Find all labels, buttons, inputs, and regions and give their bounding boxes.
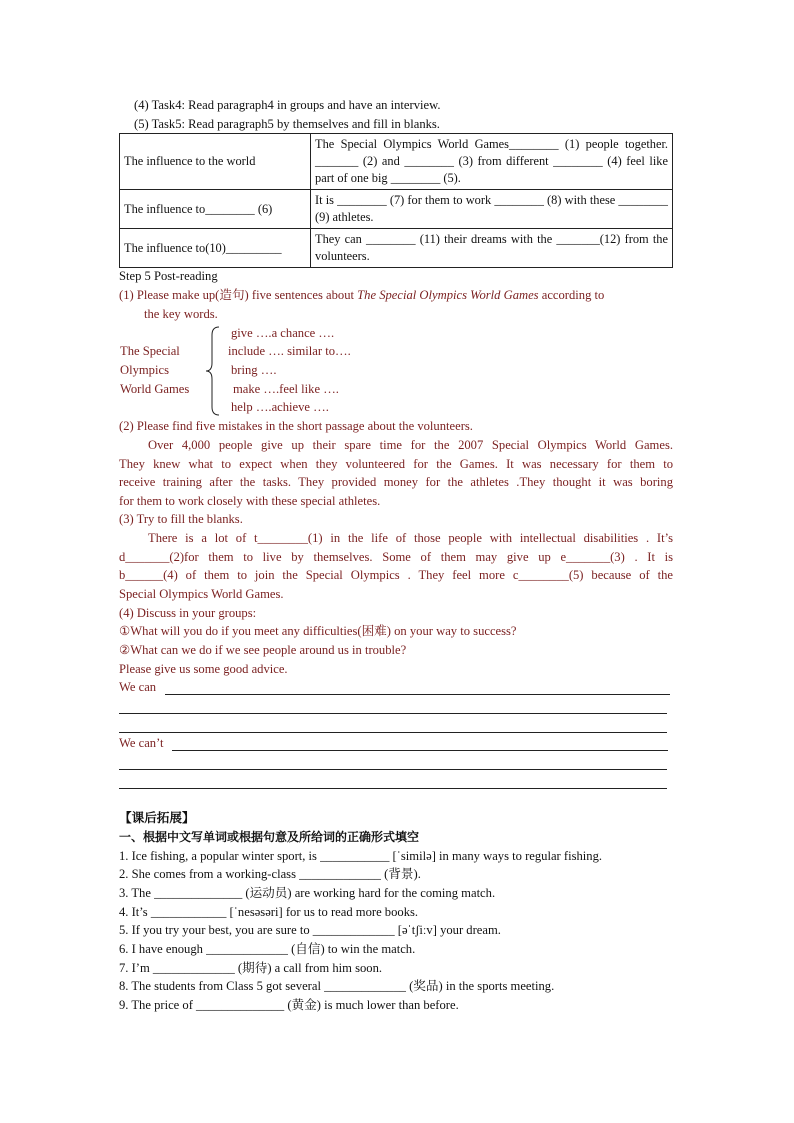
answer-line[interactable] bbox=[119, 769, 667, 770]
subject-line: The Special bbox=[120, 344, 180, 358]
q2-instruction: (2) Please find five mistakes in the short passage about the volunteers. bbox=[119, 419, 473, 433]
exercise-item: 3. The ______________ (运动员) are working hard for the coming match. bbox=[119, 886, 496, 900]
extension-heading: 【课后拓展】 bbox=[119, 811, 195, 825]
table-row-content: The Special Olympics World Games________ (1) people together. _______ (2) and ________ (3) from different ________ (4) feel like part of one big ________ (5). bbox=[311, 134, 673, 190]
subject-line: World Games bbox=[120, 382, 190, 396]
q1-text: (1) Please make up(造句) five sentences about bbox=[119, 288, 358, 302]
fill-line: There is a lot of t________(1) in the life of those people with intellectual disabilities . It’s bbox=[148, 531, 673, 545]
q3-instruction: (3) Try to fill the blanks. bbox=[119, 512, 243, 526]
answer-line[interactable] bbox=[172, 750, 668, 751]
extension-instruction: 一、根据中文写单词或根据句意及所给词的正确形式填空 bbox=[119, 830, 420, 844]
q1-line1 bbox=[119, 287, 604, 303]
q4-instruction: (4) Discuss in your groups: bbox=[119, 606, 257, 620]
passage-line: Over 4,000 people give up their spare time for the 2007 Special Olympics World Games. bbox=[148, 438, 673, 452]
curly-brace-icon bbox=[204, 325, 224, 417]
key-phrase: help ….achieve …. bbox=[231, 400, 329, 414]
key-phrase: give ….a chance …. bbox=[231, 326, 335, 340]
exercise-item: 5. If you try your best, you are sure to _____________ [əˈtʃiːv] your dream. bbox=[119, 923, 501, 937]
q4-question-2: ②What can we do if we see people around us in trouble? bbox=[119, 643, 407, 657]
answer-line[interactable] bbox=[165, 694, 670, 695]
table-row-label: The influence to________ (6) bbox=[120, 190, 311, 229]
fill-line: d_______(2)for them to live by themselves. Some of them may give up e_______(3) . It is bbox=[119, 550, 673, 564]
table-row-label: The influence to(10)_________ bbox=[120, 229, 311, 268]
we-cant-label: We can’t bbox=[119, 736, 164, 750]
exercise-item: 8. The students from Class 5 got several _____________ (奖品) in the sports meeting. bbox=[119, 979, 555, 993]
fill-line: b______(4) of them to join the Special Olympics . They feel more c________(5) because of the bbox=[119, 568, 673, 582]
answer-line[interactable] bbox=[119, 788, 667, 789]
key-phrase: bring …. bbox=[231, 363, 277, 377]
key-phrase: include …. similar to…. bbox=[228, 344, 351, 358]
passage-line: for them to work closely with these special athletes. bbox=[119, 494, 381, 508]
passage-line: receive training after the tasks. They provided money for the athletes .They thought it was boring bbox=[119, 475, 673, 489]
table-row bbox=[120, 134, 673, 190]
advice-prompt: Please give us some good advice. bbox=[119, 662, 288, 676]
exercise-item: 7. I’m _____________ (期待) a call from him soon. bbox=[119, 961, 383, 975]
exercise-item: 4. It’s ____________ [ˈnesəsəri] for us to read more books. bbox=[119, 905, 419, 919]
task5-instruction: (5) Task5: Read paragraph5 by themselves and fill in blanks. bbox=[134, 117, 440, 131]
answer-line[interactable] bbox=[119, 713, 667, 714]
we-can-label: We can bbox=[119, 680, 157, 694]
q4-question-1: ①What will you do if you meet any difficulties(困难) on your way to success? bbox=[119, 624, 517, 638]
passage-line: They knew what to expect when they volunteered for the Games. It was necessary for them to bbox=[119, 457, 673, 471]
exercise-item: 1. Ice fishing, a popular winter sport, is ___________ [ˈsimilə] in many ways to regular fishing. bbox=[119, 849, 603, 863]
table-row-content: They can ________ (11) their dreams with the _______(12) from the volunteers. bbox=[311, 229, 673, 268]
exercise-item: 9. The price of ______________ (黄金) is much lower than before. bbox=[119, 998, 459, 1012]
subject-line: Olympics bbox=[120, 363, 169, 377]
fill-line: Special Olympics World Games. bbox=[119, 587, 284, 601]
table-row bbox=[120, 190, 673, 229]
key-phrase: make ….feel like …. bbox=[233, 382, 339, 396]
task4-instruction: (4) Task4: Read paragraph4 in groups and have an interview. bbox=[134, 98, 441, 112]
table-row bbox=[120, 229, 673, 268]
q1-italic-title: The Special Olympics World Games bbox=[357, 288, 539, 302]
table-row-content: It is ________ (7) for them to work ________ (8) with these ________ (9) athletes. bbox=[311, 190, 673, 229]
table-row-label: The influence to the world bbox=[120, 134, 311, 190]
exercise-item: 2. She comes from a working-class _____________ (背景). bbox=[119, 867, 421, 881]
task5-table bbox=[119, 133, 673, 268]
q1-line2: the key words. bbox=[144, 307, 218, 321]
exercise-item: 6. I have enough _____________ (自信) to win the match. bbox=[119, 942, 416, 956]
q1-text-end: according to bbox=[538, 288, 605, 302]
step5-heading: Step 5 Post-reading bbox=[119, 269, 218, 283]
answer-line[interactable] bbox=[119, 732, 667, 733]
